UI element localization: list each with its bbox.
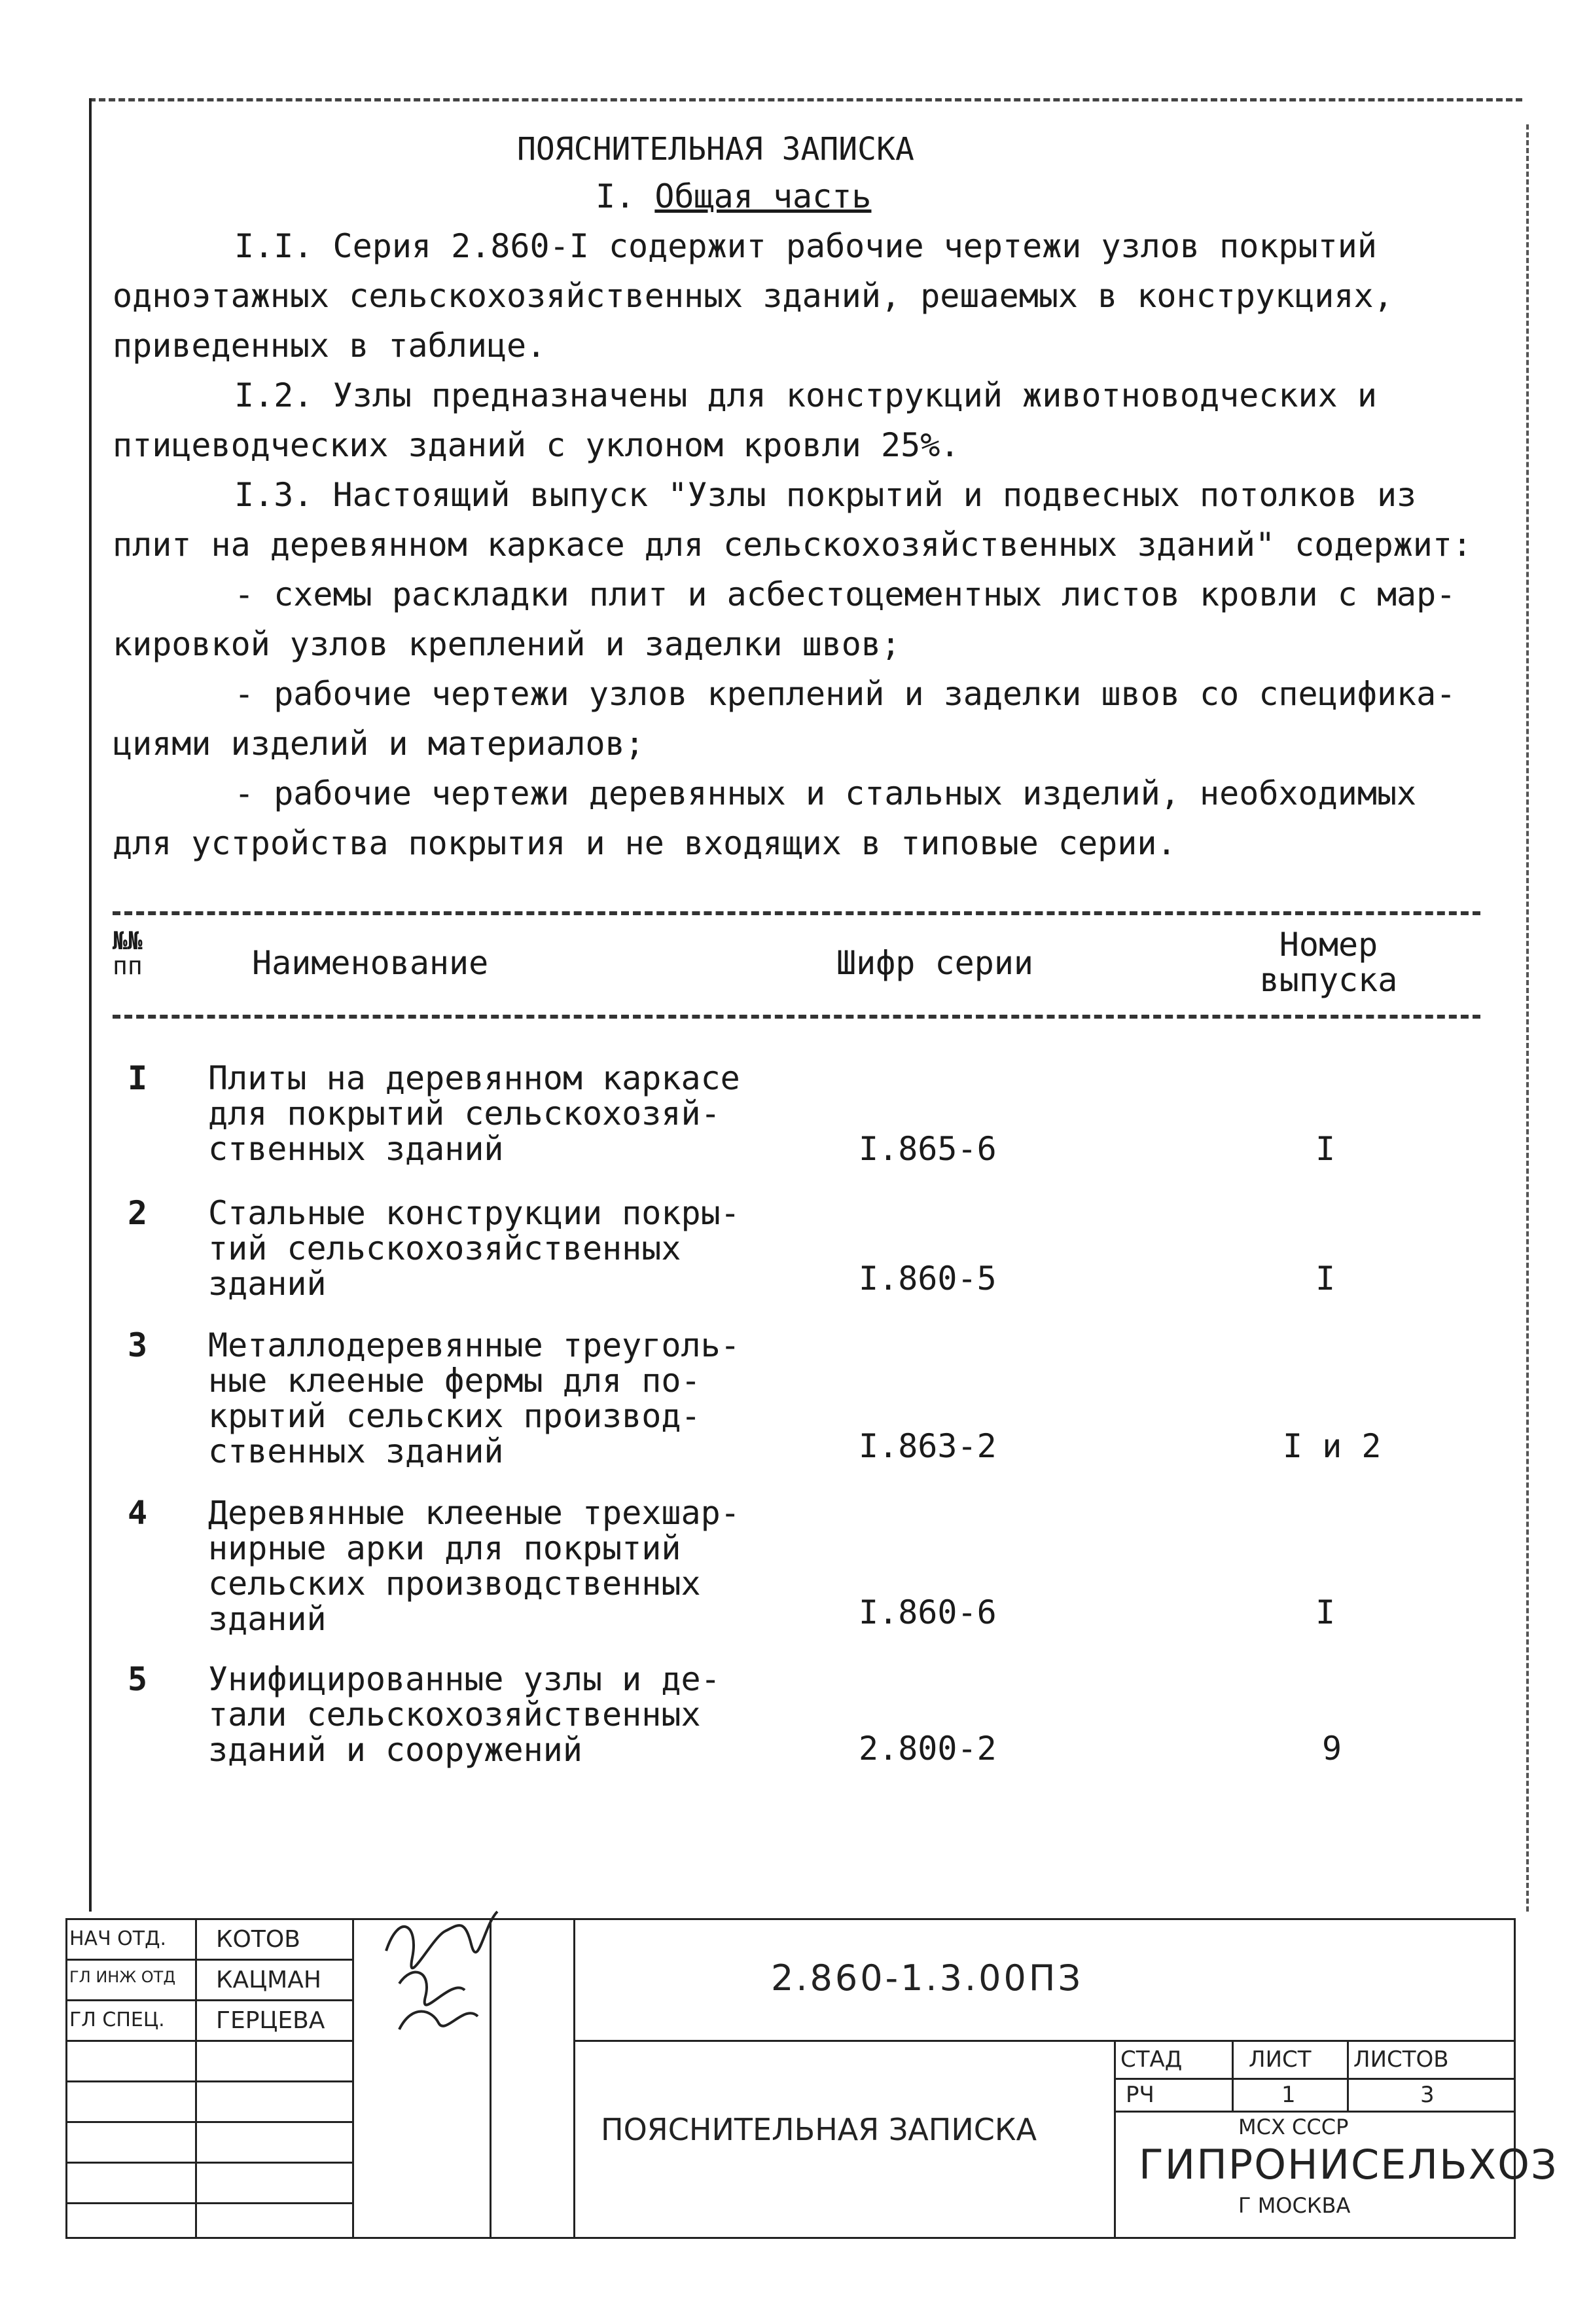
tb-row-divider [1114,2111,1516,2113]
paragraph-line: - схемы раскладки плит и асбестоцементных листов кровли с мар- [234,575,1456,613]
section-heading [596,172,871,221]
tb-col-divider [573,1918,575,2239]
role-label: ГЛ ИНЖ ОТД [69,1968,176,1986]
tb-row-divider [1114,2078,1516,2080]
city-label: Г МОСКВА [1238,2193,1351,2218]
section-number: I. [596,177,635,215]
row-name-line: для покрытий сельскохозяй- [208,1095,721,1133]
row-name-line: ственных зданий [208,1432,504,1470]
row-code: I.863-2 [859,1427,997,1465]
sheets-value: 3 [1420,2082,1435,2108]
tb-main-split [573,2040,1516,2042]
header-issue-line1: Номер [1279,926,1378,964]
tb-row-divider [65,2162,353,2164]
signer-name: КОТОВ [216,1926,300,1953]
row-name [208,1661,721,1768]
header-number-line1: №№ [113,926,143,955]
sheet-value: 1 [1281,2082,1296,2108]
tb-row-divider [65,1999,353,2001]
row-code: I.860-5 [859,1260,997,1298]
paragraph-line: для устройства покрытия и не входящих в типовые серии. [113,824,1177,862]
frame-right-border [1526,124,1529,1912]
tb-col-divider [195,1918,197,2239]
row-name-line: крытий сельских производ- [208,1397,701,1435]
header-name: Наименование [252,944,489,982]
row-name-line: Стальные конструкции покры- [208,1194,740,1232]
tb-row-divider [65,2202,353,2204]
row-name-line: зданий [208,1600,327,1638]
tb-col-divider [1232,2040,1234,2112]
row-name-line: сельских производственных [208,1565,701,1603]
row-issue: 9 [1322,1730,1342,1768]
frame-left-border [89,98,92,1912]
paragraph-line: птицеводческих зданий с уклоном кровли 25%. [113,426,960,464]
row-number: 3 [128,1326,148,1364]
signer-name: ГЕРЦЕВА [216,2007,325,2034]
row-name-line: тали сельскохозяйственных [208,1696,701,1734]
tb-row-divider [65,2121,353,2123]
row-name [208,1328,740,1469]
header-issue [1257,927,1401,998]
row-code: I.865-6 [859,1130,997,1168]
row-issue: I [1315,1593,1336,1631]
signature-scribble [373,1898,504,2049]
row-number: I [128,1059,148,1097]
paragraph-line: I.I. Серия 2.860-I содержит рабочие чертежи узлов покрытий [234,227,1377,265]
row-name-line: ственных зданий [208,1130,504,1168]
paragraph-line: плит на деревянном каркасе для сельскохозяйственных зданий" содержит: [113,526,1473,564]
row-name [208,1195,740,1301]
tb-col-divider [1347,2040,1349,2112]
sheets-header: ЛИСТОВ [1353,2046,1449,2073]
section-title: Общая часть [654,177,872,215]
paragraph-line: I.2. Узлы предназначены для конструкций животноводческих и [234,376,1377,414]
row-number: 2 [128,1194,148,1232]
tb-col-divider [1114,2040,1116,2239]
stage-value: РЧ [1126,2082,1154,2108]
organization-name: ГИПРОНИСЕЛЬХОЗ [1139,2141,1558,2188]
paragraph-line: - рабочие чертежи деревянных и стальных изделий, необходимых [234,774,1417,812]
row-name-line: нирные арки для покрытий [208,1529,681,1567]
document-designation: 2.860-1.3.00ПЗ [771,1957,1084,1999]
frame-top-border [89,98,1522,101]
row-name [208,1061,740,1167]
role-label: НАЧ ОТД. [69,1927,167,1950]
tb-border-bottom [65,2237,1516,2239]
row-number: 4 [128,1494,148,1532]
row-code: 2.800-2 [859,1730,997,1768]
table-top-rule [113,911,1480,915]
row-issue: I [1315,1260,1336,1298]
document-title: ПОЯСНИТЕЛЬНАЯ ЗАПИСКА [517,131,914,168]
row-number: 5 [128,1660,148,1698]
row-name-line: Унифицированные узлы и де- [208,1660,721,1698]
paragraph-line: циями изделий и материалов; [113,725,645,763]
header-code: Шифр серии [836,944,1034,982]
header-number-line2: пп [113,951,143,980]
stage-header: СТАД [1120,2046,1183,2073]
row-name-line: тий сельскохозяйственных [208,1229,681,1267]
paragraph-line: кировкой узлов креплений и заделки швов; [113,625,901,663]
tb-row-divider [65,2080,353,2082]
tb-col-divider [352,1918,354,2239]
row-name-line: Плиты на деревянном каркасе [208,1059,740,1097]
title-block [65,1918,1558,2239]
tb-border-left [65,1918,67,2239]
row-name-line: ные клееные фермы для по- [208,1362,701,1400]
table-header-rule [113,1015,1480,1019]
header-number [113,928,143,978]
tb-row-divider [65,1959,353,1961]
tb-border-top [65,1918,1516,1920]
paragraph-line: приведенных в таблице. [113,327,546,365]
role-label: ГЛ СПЕЦ. [69,2008,165,2031]
tb-row-divider [65,2040,353,2042]
header-issue-line2: выпуска [1259,961,1398,999]
sheet-title: ПОЯСНИТЕЛЬНАЯ ЗАПИСКА [601,2112,1037,2147]
row-name-line: зданий и сооружений [208,1731,582,1769]
ministry-label: МСХ СССР [1238,2115,1349,2139]
row-name [208,1495,740,1637]
row-name-line: Деревянные клееные трехшар- [208,1494,740,1532]
row-name-line: Металлодеревянные треуголь- [208,1326,740,1364]
signer-name: КАЦМАН [216,1967,321,1993]
paragraph-line: I.3. Настоящий выпуск "Узлы покрытий и подвесных потолков из [234,476,1417,514]
paragraph-line: одноэтажных сельскохозяйственных зданий, решаемых в конструкциях, [113,277,1393,315]
row-code: I.860-6 [859,1593,997,1631]
row-issue: I и 2 [1283,1427,1382,1465]
row-name-line: зданий [208,1265,327,1303]
row-issue: I [1315,1130,1336,1168]
sheet-header: ЛИСТ [1249,2046,1312,2073]
paragraph-line: - рабочие чертежи узлов креплений и заделки швов со спецификa- [234,675,1456,713]
